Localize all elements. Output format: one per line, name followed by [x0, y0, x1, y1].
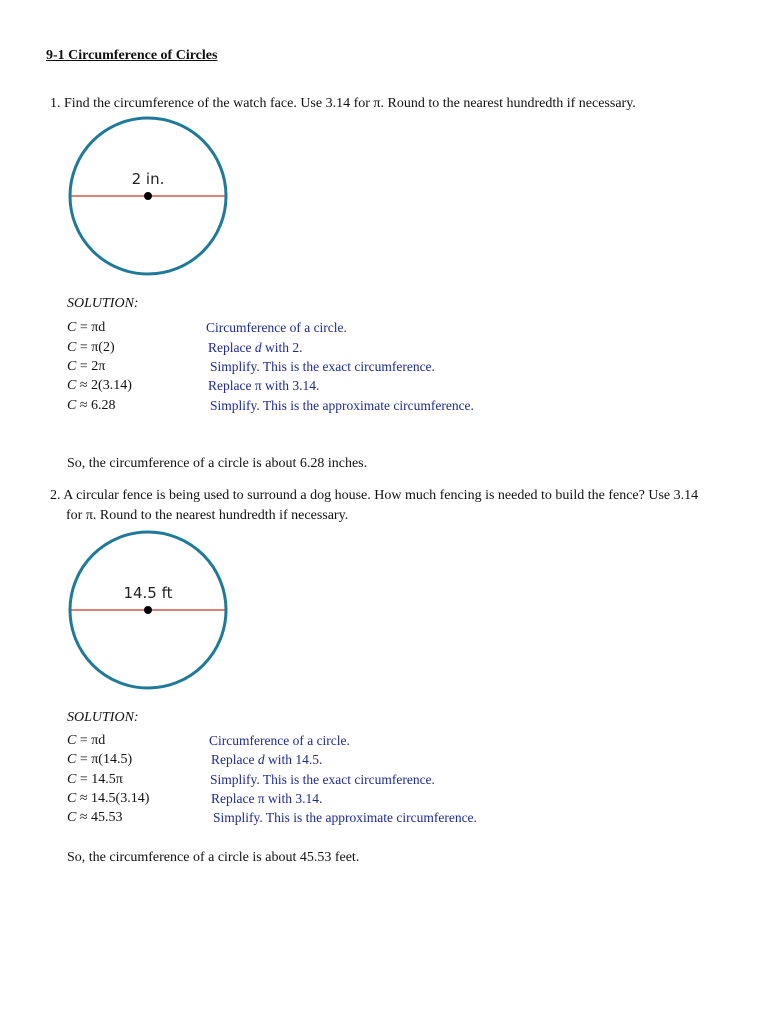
answer-summary: So, the circumference of a circle is about 6.28 inches. — [67, 456, 368, 471]
diameter-label: 14.5 ft — [123, 584, 173, 602]
step-description: Replace d with 2. — [208, 340, 303, 355]
question-text-continued: for π. Round to the nearest hundredth if necessary. — [66, 508, 349, 523]
solution-label: SOLUTION: — [67, 710, 139, 725]
step-equation: C ≈ 45.53 — [67, 810, 123, 825]
step-description: Replace d with 14.5. — [211, 752, 323, 767]
step-description: Replace π with 3.14. — [208, 378, 320, 393]
step-equation: C = π(14.5) — [67, 752, 133, 767]
problem-1-question — [50, 94, 636, 114]
step-equation: C = πd — [67, 320, 106, 335]
question-text: Find the circumference of the watch face. Use 3.14 for π. Round to the nearest hundredth if necessary. — [64, 96, 636, 111]
step-description: Simplify. This is the approximate circumference. — [210, 398, 474, 413]
step-equation: C ≈ 14.5(3.14) — [67, 791, 150, 806]
step-equation: C = 14.5π — [67, 772, 123, 787]
answer-summary: So, the circumference of a circle is about 45.53 feet. — [67, 850, 360, 865]
step-description: Circumference of a circle. — [206, 320, 347, 335]
center-point — [144, 192, 152, 200]
center-point — [144, 606, 152, 614]
page-title: 9-1 Circumference of Circles — [46, 48, 218, 63]
problem-number: 2. — [50, 488, 61, 503]
problem-number: 1. — [50, 96, 61, 111]
watch-face-circle-figure — [66, 112, 232, 280]
step-equation: C = πd — [67, 733, 106, 748]
step-equation: C = π(2) — [67, 340, 115, 355]
step-equation: C ≈ 6.28 — [67, 398, 116, 413]
problem-2-question — [50, 486, 698, 506]
diameter-label: 2 in. — [131, 170, 165, 188]
step-description: Simplify. This is the exact circumference. — [210, 359, 435, 374]
step-equation: C ≈ 2(3.14) — [67, 378, 132, 393]
step-description: Simplify. This is the approximate circumference. — [213, 810, 477, 825]
solution-label: SOLUTION: — [67, 296, 139, 311]
dog-house-fence-circle-figure — [66, 526, 232, 694]
step-description: Replace π with 3.14. — [211, 791, 323, 806]
step-description: Simplify. This is the exact circumference. — [210, 772, 435, 787]
step-equation: C = 2π — [67, 359, 106, 374]
step-description: Circumference of a circle. — [209, 733, 350, 748]
question-text: A circular fence is being used to surround a dog house. How much fencing is needed to build the fence? Use 3.14 — [63, 488, 699, 503]
